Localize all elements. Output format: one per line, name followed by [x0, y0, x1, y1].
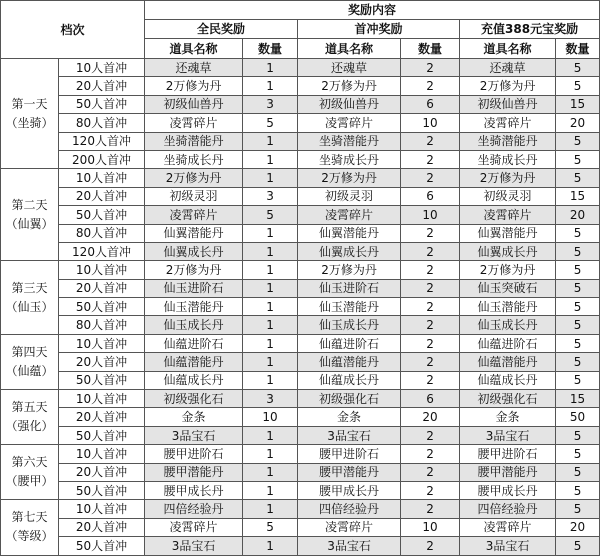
- quantity-cell: 2: [401, 537, 460, 555]
- tier-cell: 10人首冲: [59, 261, 145, 279]
- table-row: [1, 206, 600, 224]
- quantity-cell: 1: [243, 132, 298, 150]
- quantity-cell: 1: [243, 353, 298, 371]
- quantity-cell: 2: [401, 371, 460, 389]
- quantity-cell: 1: [243, 224, 298, 242]
- tier-cell: 20人首冲: [59, 187, 145, 205]
- quantity-cell: 1: [243, 59, 298, 77]
- item-name-cell: 腰甲潜能丹: [145, 463, 243, 481]
- item-name-cell: 3品宝石: [460, 426, 556, 444]
- quantity-cell: 2: [401, 59, 460, 77]
- tier-cell: 50人首冲: [59, 426, 145, 444]
- day-category: （仙玉）: [5, 299, 54, 314]
- day-name: 第七天: [11, 510, 48, 525]
- quantity-cell: 5: [556, 371, 600, 389]
- table-row: [1, 371, 600, 389]
- item-name-cell: 四倍经验丹: [298, 500, 401, 518]
- item-name-cell: 金条: [145, 408, 243, 426]
- item-name-cell: 仙玉潜能丹: [460, 298, 556, 316]
- item-name-cell: 3品宝石: [145, 537, 243, 555]
- table-row: [1, 187, 600, 205]
- quantity-cell: 1: [243, 371, 298, 389]
- header-quantity: 数量: [556, 39, 600, 59]
- item-name-cell: 初级仙兽丹: [145, 95, 243, 113]
- header-group-all-players: 全民奖励: [145, 20, 298, 39]
- header-reward-content: 奖励内容: [145, 1, 600, 20]
- item-name-cell: 腰甲进阶石: [298, 445, 401, 463]
- item-name-cell: 初级仙兽丹: [460, 95, 556, 113]
- item-name-cell: 腰甲成长丹: [460, 481, 556, 499]
- tier-cell: 80人首冲: [59, 224, 145, 242]
- quantity-cell: 1: [243, 261, 298, 279]
- tier-cell: 20人首冲: [59, 77, 145, 95]
- table-row: [1, 408, 600, 426]
- item-name-cell: 仙蕴进阶石: [298, 334, 401, 352]
- table-row: [1, 114, 600, 132]
- quantity-cell: 2: [401, 316, 460, 334]
- item-name-cell: 还魂草: [298, 59, 401, 77]
- tier-cell: 10人首冲: [59, 169, 145, 187]
- tier-cell: 80人首冲: [59, 114, 145, 132]
- quantity-cell: 1: [243, 77, 298, 95]
- header-quantity: 数量: [243, 39, 298, 59]
- item-name-cell: 初级强化石: [460, 390, 556, 408]
- quantity-cell: 1: [243, 537, 298, 555]
- item-name-cell: 仙蕴成长丹: [298, 371, 401, 389]
- quantity-cell: 2: [401, 261, 460, 279]
- quantity-cell: 15: [556, 187, 600, 205]
- item-name-cell: 仙玉进阶石: [298, 279, 401, 297]
- quantity-cell: 1: [243, 500, 298, 518]
- table-row: [1, 463, 600, 481]
- item-name-cell: 凌霄碎片: [460, 518, 556, 536]
- day-category: （坐骑）: [5, 115, 54, 130]
- item-name-cell: 四倍经验丹: [460, 500, 556, 518]
- quantity-cell: 2: [401, 334, 460, 352]
- quantity-cell: 10: [243, 408, 298, 426]
- item-name-cell: 仙玉潜能丹: [298, 298, 401, 316]
- quantity-cell: 20: [556, 114, 600, 132]
- quantity-cell: 5: [243, 206, 298, 224]
- day-category: （腰甲）: [5, 474, 54, 489]
- quantity-cell: 2: [401, 481, 460, 499]
- table-row: [1, 132, 600, 150]
- quantity-cell: 20: [556, 518, 600, 536]
- tier-cell: 120人首冲: [59, 132, 145, 150]
- item-name-cell: 2万修为丹: [298, 261, 401, 279]
- item-name-cell: 仙玉潜能丹: [145, 298, 243, 316]
- item-name-cell: 仙蕴潜能丹: [145, 353, 243, 371]
- table-row: [1, 426, 600, 444]
- quantity-cell: 1: [243, 463, 298, 481]
- quantity-cell: 5: [556, 426, 600, 444]
- item-name-cell: 2万修为丹: [145, 261, 243, 279]
- item-name-cell: 3品宝石: [145, 426, 243, 444]
- item-name-cell: 2万修为丹: [460, 169, 556, 187]
- quantity-cell: 5: [556, 224, 600, 242]
- quantity-cell: 5: [556, 316, 600, 334]
- quantity-cell: 1: [243, 334, 298, 352]
- item-name-cell: 仙玉成长丹: [460, 316, 556, 334]
- quantity-cell: 1: [243, 445, 298, 463]
- item-name-cell: 坐骑成长丹: [298, 150, 401, 168]
- table-row: [1, 518, 600, 536]
- quantity-cell: 2: [401, 463, 460, 481]
- table-row: [1, 500, 600, 518]
- quantity-cell: 1: [243, 279, 298, 297]
- table-row: [1, 169, 600, 187]
- item-name-cell: 腰甲潜能丹: [460, 463, 556, 481]
- item-name-cell: 还魂草: [460, 59, 556, 77]
- tier-cell: 20人首冲: [59, 353, 145, 371]
- item-name-cell: 凌霄碎片: [460, 206, 556, 224]
- quantity-cell: 2: [401, 132, 460, 150]
- table-row: [1, 390, 600, 408]
- item-name-cell: 金条: [460, 408, 556, 426]
- quantity-cell: 2: [401, 150, 460, 168]
- header-quantity: 数量: [401, 39, 460, 59]
- quantity-cell: 20: [401, 408, 460, 426]
- quantity-cell: 50: [556, 408, 600, 426]
- quantity-cell: 5: [556, 150, 600, 168]
- item-name-cell: 腰甲进阶石: [460, 445, 556, 463]
- quantity-cell: 6: [401, 390, 460, 408]
- quantity-cell: 2: [401, 500, 460, 518]
- item-name-cell: 初级灵羽: [298, 187, 401, 205]
- item-name-cell: 金条: [298, 408, 401, 426]
- item-name-cell: 2万修为丹: [145, 77, 243, 95]
- item-name-cell: 3品宝石: [298, 537, 401, 555]
- day-name: 第二天: [11, 197, 48, 212]
- table-row: [1, 445, 600, 463]
- tier-cell: 20人首冲: [59, 518, 145, 536]
- table-row: [1, 316, 600, 334]
- quantity-cell: 5: [556, 132, 600, 150]
- tier-cell: 50人首冲: [59, 537, 145, 555]
- day-name: 第四天: [11, 344, 48, 359]
- item-name-cell: 凌霄碎片: [145, 206, 243, 224]
- tier-cell: 200人首冲: [59, 150, 145, 168]
- quantity-cell: 5: [556, 463, 600, 481]
- day-name: 第六天: [11, 455, 48, 470]
- day-name: 第三天: [11, 280, 48, 295]
- quantity-cell: 5: [556, 242, 600, 260]
- item-name-cell: 腰甲成长丹: [145, 481, 243, 499]
- header-item-name: 道具名称: [145, 39, 243, 59]
- quantity-cell: 5: [556, 59, 600, 77]
- table-row: [1, 537, 600, 555]
- table-row: [1, 77, 600, 95]
- quantity-cell: 15: [556, 390, 600, 408]
- day-name: 第五天: [11, 400, 48, 415]
- item-name-cell: 初级强化石: [298, 390, 401, 408]
- item-name-cell: 仙玉成长丹: [145, 316, 243, 334]
- item-name-cell: 仙翼成长丹: [298, 242, 401, 260]
- item-name-cell: 坐骑潜能丹: [298, 132, 401, 150]
- item-name-cell: 仙蕴进阶石: [460, 334, 556, 352]
- table-row: [1, 334, 600, 352]
- item-name-cell: 仙蕴成长丹: [460, 371, 556, 389]
- quantity-cell: 2: [401, 77, 460, 95]
- quantity-cell: 1: [243, 481, 298, 499]
- quantity-cell: 5: [243, 114, 298, 132]
- table-row: [1, 481, 600, 499]
- quantity-cell: 2: [401, 445, 460, 463]
- item-name-cell: 3品宝石: [298, 426, 401, 444]
- item-name-cell: 凌霄碎片: [460, 114, 556, 132]
- quantity-cell: 2: [401, 242, 460, 260]
- header-tier: 档次: [1, 1, 145, 59]
- quantity-cell: 5: [556, 334, 600, 352]
- header-group-recharge-388: 充值388元宝奖励: [460, 20, 600, 39]
- quantity-cell: 5: [556, 261, 600, 279]
- tier-cell: 10人首冲: [59, 445, 145, 463]
- tier-cell: 10人首冲: [59, 334, 145, 352]
- tier-cell: 80人首冲: [59, 316, 145, 334]
- day-label-cell: [1, 500, 59, 555]
- day-category: （仙蕴）: [5, 363, 54, 378]
- quantity-cell: 5: [556, 500, 600, 518]
- item-name-cell: 初级灵羽: [460, 187, 556, 205]
- day-category: （强化）: [5, 419, 54, 434]
- quantity-cell: 10: [401, 518, 460, 536]
- item-name-cell: 3品宝石: [460, 537, 556, 555]
- item-name-cell: 仙翼潜能丹: [298, 224, 401, 242]
- quantity-cell: 5: [556, 279, 600, 297]
- tier-cell: 50人首冲: [59, 371, 145, 389]
- item-name-cell: 仙玉突破石: [460, 279, 556, 297]
- table-row: [1, 224, 600, 242]
- item-name-cell: 凌霄碎片: [145, 114, 243, 132]
- quantity-cell: 5: [556, 481, 600, 499]
- quantity-cell: 1: [243, 242, 298, 260]
- table-row: [1, 95, 600, 113]
- item-name-cell: 2万修为丹: [298, 77, 401, 95]
- reward-table-body: [1, 59, 600, 556]
- day-label-cell: [1, 59, 59, 169]
- item-name-cell: 初级灵羽: [145, 187, 243, 205]
- item-name-cell: 仙蕴成长丹: [145, 371, 243, 389]
- quantity-cell: 2: [401, 169, 460, 187]
- item-name-cell: 腰甲成长丹: [298, 481, 401, 499]
- quantity-cell: 15: [556, 95, 600, 113]
- quantity-cell: 5: [556, 445, 600, 463]
- tier-cell: 120人首冲: [59, 242, 145, 260]
- day-category: （仙翼）: [5, 216, 54, 231]
- item-name-cell: 凌霄碎片: [298, 206, 401, 224]
- item-name-cell: 仙蕴潜能丹: [298, 353, 401, 371]
- quantity-cell: 2: [401, 298, 460, 316]
- day-label-cell: [1, 169, 59, 261]
- quantity-cell: 1: [243, 316, 298, 334]
- table-row: [1, 353, 600, 371]
- quantity-cell: 3: [243, 187, 298, 205]
- header-group-first-charge: 首冲奖励: [298, 20, 460, 39]
- quantity-cell: 1: [243, 150, 298, 168]
- table-row: [1, 298, 600, 316]
- day-label-cell: [1, 334, 59, 389]
- quantity-cell: 3: [243, 390, 298, 408]
- item-name-cell: 2万修为丹: [460, 77, 556, 95]
- header-item-name: 道具名称: [460, 39, 556, 59]
- item-name-cell: 仙翼成长丹: [460, 242, 556, 260]
- item-name-cell: 凌霄碎片: [298, 518, 401, 536]
- header-item-name: 道具名称: [298, 39, 401, 59]
- tier-cell: 50人首冲: [59, 481, 145, 499]
- item-name-cell: 仙蕴潜能丹: [460, 353, 556, 371]
- item-name-cell: 坐骑成长丹: [145, 150, 243, 168]
- quantity-cell: 3: [243, 95, 298, 113]
- tier-cell: 20人首冲: [59, 463, 145, 481]
- quantity-cell: 5: [556, 169, 600, 187]
- day-name: 第一天: [11, 96, 48, 111]
- item-name-cell: 仙玉进阶石: [145, 279, 243, 297]
- quantity-cell: 10: [401, 206, 460, 224]
- table-row: [1, 59, 600, 77]
- tier-cell: 50人首冲: [59, 298, 145, 316]
- tier-cell: 20人首冲: [59, 279, 145, 297]
- quantity-cell: 6: [401, 187, 460, 205]
- item-name-cell: 2万修为丹: [145, 169, 243, 187]
- quantity-cell: 5: [243, 518, 298, 536]
- tier-cell: 50人首冲: [59, 95, 145, 113]
- quantity-cell: 5: [556, 298, 600, 316]
- quantity-cell: 2: [401, 426, 460, 444]
- quantity-cell: 2: [401, 279, 460, 297]
- tier-cell: 10人首冲: [59, 59, 145, 77]
- table-row: [1, 261, 600, 279]
- item-name-cell: 腰甲进阶石: [145, 445, 243, 463]
- day-label-cell: [1, 390, 59, 445]
- quantity-cell: 2: [401, 224, 460, 242]
- item-name-cell: 凌霄碎片: [298, 114, 401, 132]
- item-name-cell: 仙玉成长丹: [298, 316, 401, 334]
- quantity-cell: 5: [556, 353, 600, 371]
- day-category: （等级）: [5, 529, 54, 544]
- item-name-cell: 仙翼成长丹: [145, 242, 243, 260]
- day-label-cell: [1, 445, 59, 500]
- item-name-cell: 坐骑潜能丹: [145, 132, 243, 150]
- tier-cell: 10人首冲: [59, 390, 145, 408]
- item-name-cell: 仙蕴进阶石: [145, 334, 243, 352]
- day-label-cell: [1, 261, 59, 335]
- item-name-cell: 腰甲潜能丹: [298, 463, 401, 481]
- tier-cell: 50人首冲: [59, 206, 145, 224]
- item-name-cell: 仙翼潜能丹: [460, 224, 556, 242]
- item-name-cell: 凌霄碎片: [145, 518, 243, 536]
- table-row: [1, 279, 600, 297]
- table-row: [1, 242, 600, 260]
- quantity-cell: 6: [401, 95, 460, 113]
- item-name-cell: 初级仙兽丹: [298, 95, 401, 113]
- item-name-cell: 四倍经验丹: [145, 500, 243, 518]
- item-name-cell: 初级强化石: [145, 390, 243, 408]
- item-name-cell: 仙翼潜能丹: [145, 224, 243, 242]
- quantity-cell: 5: [556, 537, 600, 555]
- item-name-cell: 2万修为丹: [460, 261, 556, 279]
- quantity-cell: 5: [556, 77, 600, 95]
- tier-cell: 10人首冲: [59, 500, 145, 518]
- quantity-cell: 1: [243, 169, 298, 187]
- item-name-cell: 还魂草: [145, 59, 243, 77]
- item-name-cell: 2万修为丹: [298, 169, 401, 187]
- quantity-cell: 1: [243, 298, 298, 316]
- item-name-cell: 坐骑成长丹: [460, 150, 556, 168]
- quantity-cell: 20: [556, 206, 600, 224]
- quantity-cell: 10: [401, 114, 460, 132]
- table-row: [1, 150, 600, 168]
- item-name-cell: 坐骑潜能丹: [460, 132, 556, 150]
- tier-cell: 20人首冲: [59, 408, 145, 426]
- quantity-cell: 1: [243, 426, 298, 444]
- quantity-cell: 2: [401, 353, 460, 371]
